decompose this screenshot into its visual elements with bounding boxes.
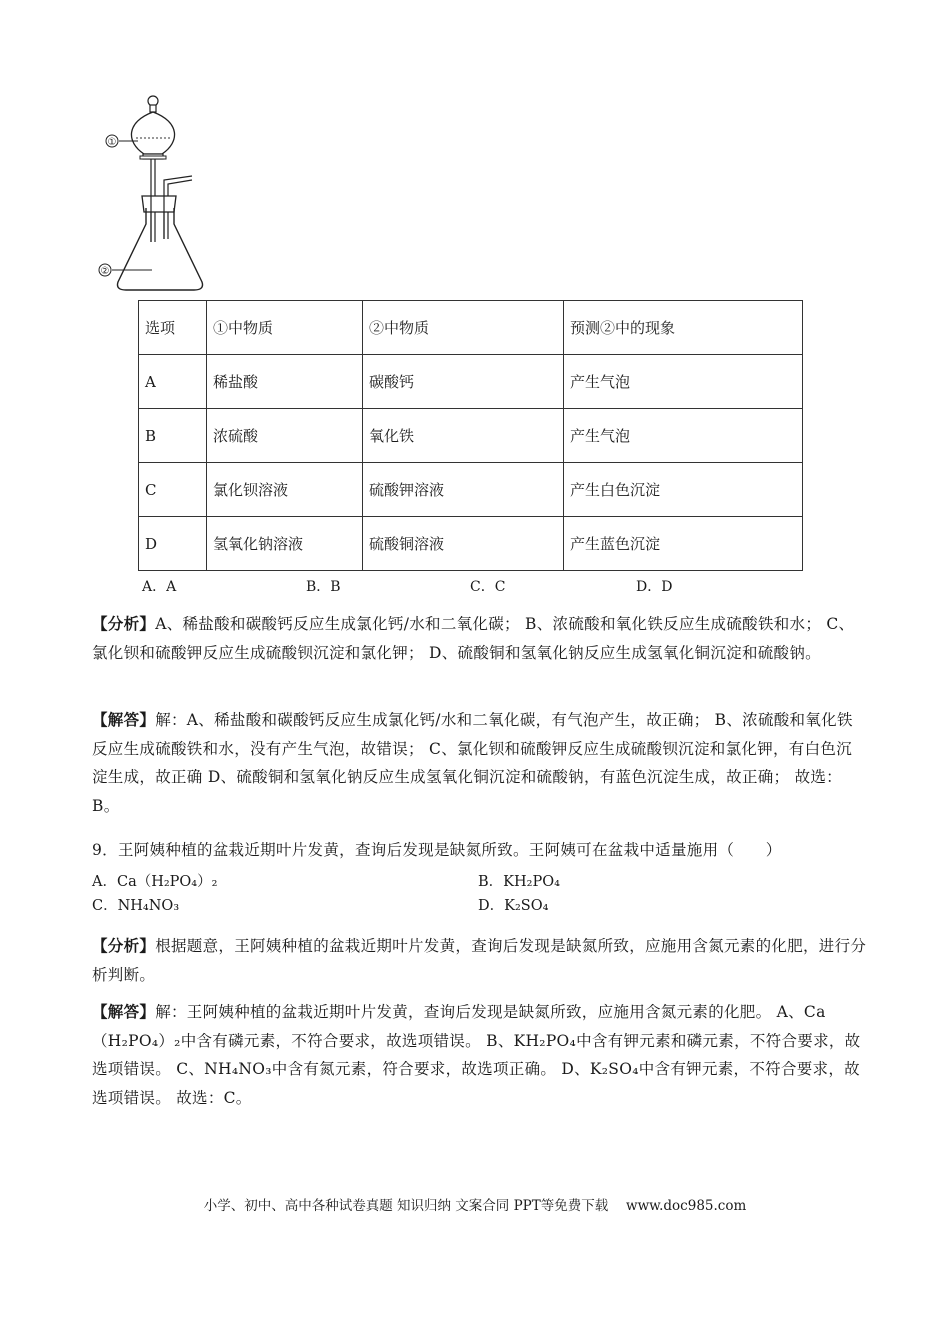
q8-choice-d: D．D [636, 579, 673, 595]
table-cell: 浓硫酸 [207, 409, 363, 463]
analysis-text: 根据题意，王阿姨种植的盆栽近期叶片发黄，查询后发现是缺氮所致，应施用含氮元素的化肥，进行分析判断。 [92, 937, 867, 984]
analysis-text: A、稀盐酸和碳酸钙反应生成氯化钙/水和二氧化碳； B、浓硫酸和氧化铁反应生成硫酸铁和水； C、氯化钡和硫酸钾反应生成硫酸钡沉淀和氯化钾； D、硫酸铜和氢氧化钠反应生成氢氧化铜沉淀和硫酸钠。 [92, 615, 855, 662]
q9-choice-d: D．K₂SO₄ [478, 898, 549, 914]
page-footer: 小学、初中、高中各种试卷真题 知识归纳 文案合同 PPT等免费下载 www.doc985.com [203, 1198, 747, 1214]
options-table [138, 300, 803, 571]
answer-text: 解：A、稀盐酸和碳酸钙反应生成氯化钙/水和二氧化碳，有气泡产生，故正确； B、浓硫酸和氧化铁反应生成硫酸铁和水，没有产生气泡，故错误； C、氯化钡和硫酸钾反应生成硫酸钡沉淀和氯化钾，有白色沉淀生成，故正确 D、硫酸铜和氢氧化钠反应生成氢氧化铜沉淀和硫酸钠，有蓝色沉淀生成，故正确； 故选：B。 [92, 711, 853, 815]
q8-choice-b: B．B [306, 579, 341, 595]
q8-choice-a: A．A [142, 579, 177, 595]
analysis-tag: 【分析】 [92, 614, 156, 633]
table-cell: 产生气泡 [564, 409, 803, 463]
table-cell: 氯化钡溶液 [207, 463, 363, 517]
answer-tag: 【解答】 [92, 1002, 156, 1021]
apparatus-label-1: ① [107, 137, 117, 148]
table-cell: 选项 [139, 301, 207, 355]
table-cell: 硫酸铜溶液 [363, 517, 564, 571]
table-row [139, 409, 803, 463]
table-cell: 预测②中的现象 [564, 301, 803, 355]
table-row [139, 463, 803, 517]
answer-tag: 【解答】 [92, 710, 156, 729]
table-cell: 碳酸钙 [363, 355, 564, 409]
apparatus-figure [96, 92, 216, 292]
table-cell: 氧化铁 [363, 409, 564, 463]
q9-answer [92, 998, 867, 1112]
apparatus-label-2: ② [100, 266, 110, 277]
table-row [139, 355, 803, 409]
q8-choice-c: C．C [470, 579, 506, 595]
table-cell: ①中物质 [207, 301, 363, 355]
q8-analysis [92, 610, 867, 667]
table-cell: C [139, 463, 207, 517]
q8-answer [92, 706, 867, 820]
q9-choice-a: A．Ca（H₂PO₄）₂ [92, 874, 218, 890]
table-cell: B [139, 409, 207, 463]
table-cell: 氢氧化钠溶液 [207, 517, 363, 571]
table-cell: 产生气泡 [564, 355, 803, 409]
table-cell: A [139, 355, 207, 409]
analysis-tag: 【分析】 [92, 936, 156, 955]
q9-choice-c: C．NH₄NO₃ [92, 898, 180, 914]
table-cell: 硫酸钾溶液 [363, 463, 564, 517]
q9-choice-b: B．KH₂PO₄ [478, 874, 560, 890]
table-cell: 稀盐酸 [207, 355, 363, 409]
table-cell: 产生白色沉淀 [564, 463, 803, 517]
q9-stem: 9．王阿姨种植的盆栽近期叶片发黄，查询后发现是缺氮所致。王阿姨可在盆栽中适量施用（ ） [92, 841, 782, 859]
table-header-row [139, 301, 803, 355]
table-cell: D [139, 517, 207, 571]
q9-analysis [92, 932, 867, 989]
table-cell: 产生蓝色沉淀 [564, 517, 803, 571]
table-cell: ②中物质 [363, 301, 564, 355]
answer-text: 解：王阿姨种植的盆栽近期叶片发黄，查询后发现是缺氮所致，应施用含氮元素的化肥。 A、Ca（H₂PO₄）₂中含有磷元素，不符合要求，故选项错误。 B、KH₂PO₄中含有钾元素和磷元素，不符合要求，故选项错误。 C、NH₄NO₃中含有氮元素，符合要求，故选项正确。 D、K₂SO₄中含有钾元素，不符合要求，故选项错误。 故选：C。 [92, 1003, 861, 1107]
table-row [139, 517, 803, 571]
